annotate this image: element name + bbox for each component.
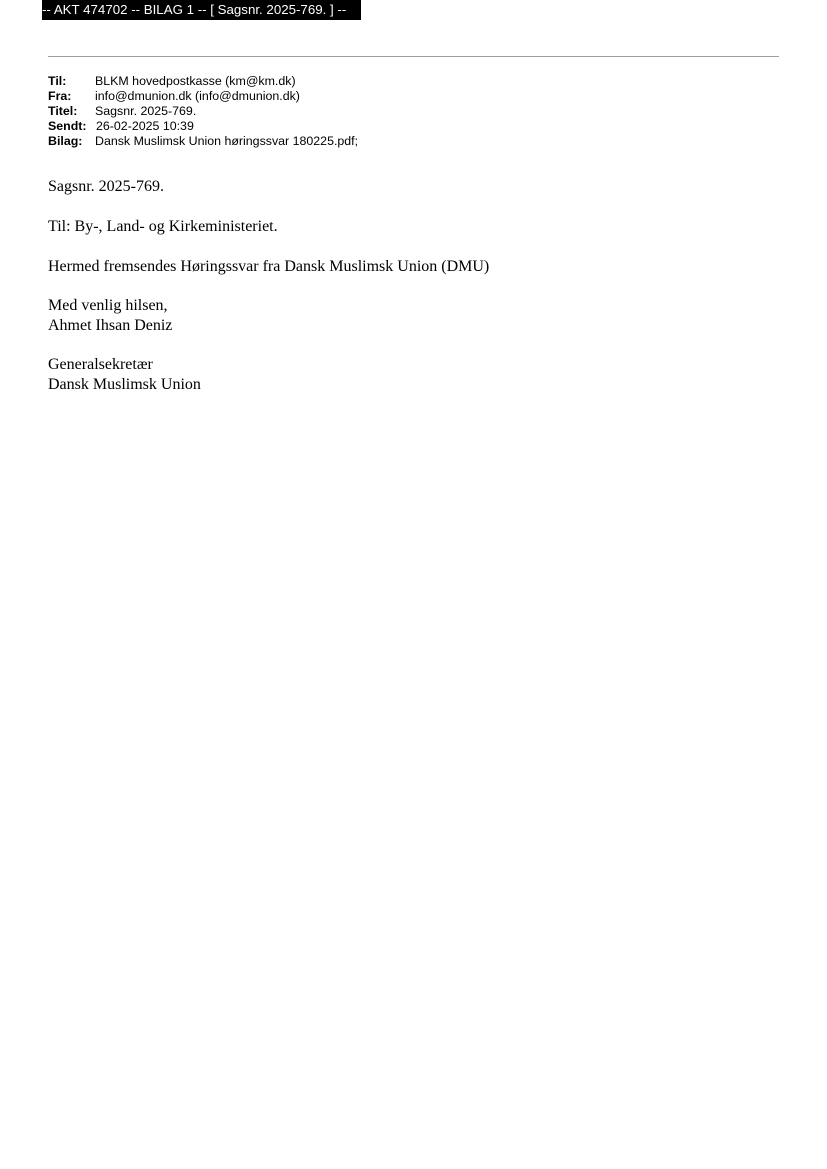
header-value-attachment: Dansk Muslimsk Union høringssvar 180225.pdf; (95, 134, 359, 148)
header-label-from: Fra: (48, 89, 72, 103)
sender-name: Ahmet Ihsan Deniz (48, 317, 173, 334)
document-stamp (42, 0, 361, 20)
email-headers (48, 74, 359, 149)
header-value-title: Sagsnr. 2025-769. (95, 104, 197, 118)
body-recipient: Til: By-, Land- og Kirkeministeriet. (48, 218, 278, 235)
body-case-number: Sagsnr. 2025-769. (48, 178, 164, 195)
sender-organization: Dansk Muslimsk Union (48, 376, 201, 393)
header-label-title: Titel: (48, 104, 78, 118)
header-value-from: info@dmunion.dk (info@dmunion.dk) (95, 89, 300, 103)
header-row-sent (48, 119, 194, 134)
header-row-title (48, 104, 197, 119)
header-row-from (48, 89, 300, 104)
header-label-to: Til: (48, 74, 67, 88)
stamp-text: -- AKT 474702 -- BILAG 1 -- [ Sagsnr. 2025-769. ] -- (42, 2, 347, 17)
header-value-to: BLKM hovedpostkasse (km@km.dk) (95, 74, 296, 88)
sender-title: Generalsekretær (48, 356, 153, 373)
header-divider (48, 56, 779, 57)
header-value-sent: 26-02-2025 10:39 (96, 119, 194, 133)
body-message: Hermed fremsendes Høringssvar fra Dansk Muslimsk Union (DMU) (48, 258, 490, 275)
header-row-to (48, 74, 296, 89)
header-row-attachment (48, 134, 359, 149)
header-label-attachment: Bilag: (48, 134, 83, 148)
body-greeting: Med venlig hilsen, (48, 297, 168, 314)
header-label-sent: Sendt: (48, 119, 87, 133)
